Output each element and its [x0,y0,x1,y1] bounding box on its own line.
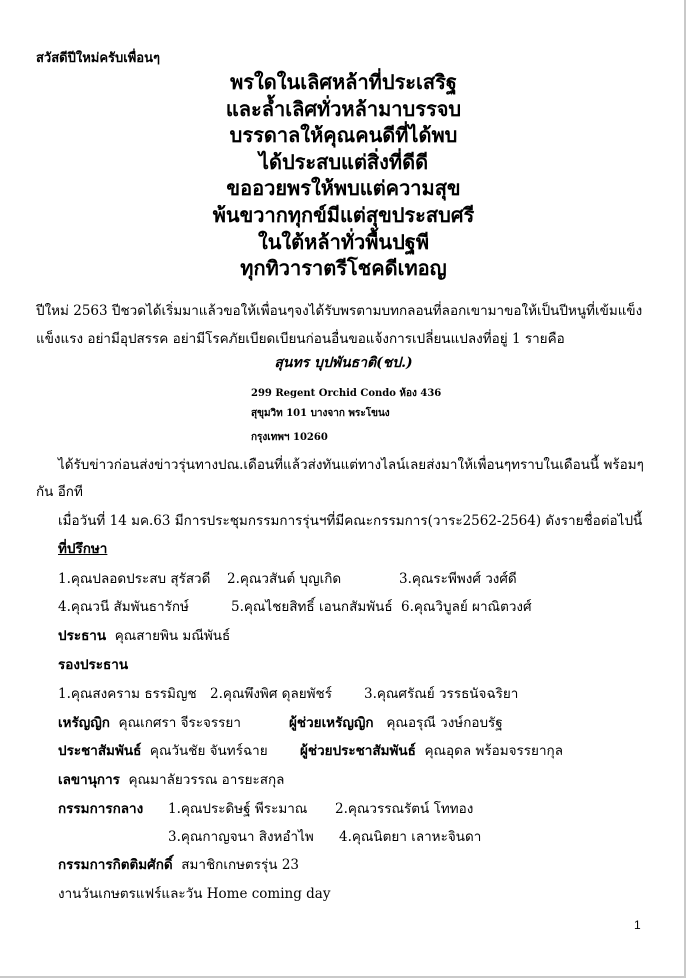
address-line-1: 299 Regent Orchid Condo ห้อง 436 [251,388,442,399]
pr-row [58,739,268,761]
meeting-paragraph: เมื่อวันที่ 14 มค.63 มีการประชุมกรรมการรุ่นฯที่มีคณะกรรมการ(วาระ2562-2564) ดังรายชื่อต่อไปนี้ [58,513,643,529]
vice-member: 2.คุณพึงพิศ ดุลยพัชร์ [210,686,332,702]
advisor-member: 1.คุณปลอดประสบ สุรัสวดี [58,571,211,587]
assistant-treasurer-row [289,711,503,733]
secretary-row [58,768,284,790]
greeting: สวัสดีปีใหม่ครับเพื่อนๆ [36,51,160,66]
footer-line: งานวันเกษตรแฟร์และวัน Home coming day [58,886,331,902]
pr-label: ประชาสัมพันธ์ [58,743,142,759]
central-member: 1.คุณประดิษฐ์ พีระมาณ [168,801,308,817]
honorary-row [58,853,299,875]
poem-line: พ้นขวากทุกข์มีแต่สุขประสบศรี [212,202,475,227]
assistant-pr-row [300,739,563,761]
vice-member: 3.คุณศรัณย์ วรรธนัจฉริยา [364,686,519,702]
address-line-3: กรุงเทพฯ 10260 [251,432,328,443]
page-number: 1 [634,918,641,932]
advisor-member: 3.คุณระพีพงศ์ วงศ์ดี [399,571,517,587]
advisor-member: 4.คุณวนี สัมพันธารักษ์ [58,599,189,615]
poem-line: บรรดาลให้คุณคนดีที่ได้พบ [229,123,458,148]
news-paragraph: ได้รับข่าวก่อนส่งข่าวรุ่นทางปณ.เดือนที่แล้วส่งทันแต่ทางไลน์เลยส่งมาให้เพื่อนๆทราบในเดือนนี้ พร้อมๆกัน อีกที [36,457,644,500]
assistant-treasurer-name: คุณอรุณี วงษ์กอบรัฐ [386,715,503,731]
poem-line: ได้ประสบแต่สิ่งที่ดีดี [258,149,429,174]
honorary-name: สมาชิกเกษตรรุ่น 23 [181,857,300,873]
advisors-heading: ที่ปรึกษา [58,541,108,557]
treasurer-label: เหรัญญิก [58,715,110,731]
treasurer-row [58,711,241,733]
vice-member: 1.คุณสงคราม ธรรมิญช [58,686,197,702]
advisor-member: 2.คุณวสันต์ บุญเกิด [227,571,342,587]
vice-heading: รองประธาน [58,657,129,673]
central-member: 2.คุณวรรณรัตน์ โททอง [335,801,474,817]
poem-line: ในใต้หล้าทั่วพื้นปฐพี [257,229,430,254]
secretary-name: คุณมาลัยวรรณ อารยะสกุล [128,772,285,788]
poem-line: ขออวยพรให้พบแต่ความสุข [226,176,461,201]
poem-line: และล้ำเลิศทั่วหล้ามาบรรจบ [225,96,462,121]
president-row [58,624,230,646]
poem-line: ทุกทิวาราตรีโชคดีเทอญ [240,256,447,281]
assistant-pr-label: ผู้ช่วยประชาสัมพันธ์ [300,743,416,759]
president-name: คุณสายพิน มณีพันธ์ [114,628,231,644]
advisor-member: 6.คุณวิบูลย์ ผาณิตวงศ์ [401,599,532,615]
president-label: ประธาน [58,628,107,644]
central-member: 4.คุณนิตยา เลาหะจินดา [339,829,482,845]
poem-line: พรใดในเลิศหล้าที่ประเสริฐ [230,70,457,94]
advisor-member: 5.คุณไชยสิทธิ์ เอนกสัมพันธ์ [231,599,393,615]
poem [0,69,687,282]
address-name: สุนทร บุปพันธาติ(ชป.) [274,355,413,371]
secretary-label: เลขานุการ [58,772,120,788]
assistant-pr-name: คุณอุดล พร้อมจรรยากุล [424,743,563,759]
honorary-label: กรรมการกิตติมศักดิ์ [58,857,173,873]
central-member: 3.คุณกาญจนา สิงหอำไพ [168,829,314,845]
central-label: กรรมการกลาง [58,801,144,817]
address-line-2: สุขุมวิท 101 บางจาก พระโขนง [251,408,390,419]
assistant-treasurer-label: ผู้ช่วยเหรัญญิก [289,715,374,731]
intro-paragraph: ปีใหม่ 2563 ปีชวดได้เริ่มมาแล้วขอให้เพื่อนๆจงได้รับพรตามบทกลอนที่ลอกเขามาขอให้เป็นปีหนูที่เข้มแข็ง แข็งแรง อย่ามีอุปสรรค อย่ามีโรคภัยเบียดเบียนก่อนอื่นขอแจ้งการเปลี่ยนแปลงที่อยู่ 1 รายคือ [36,303,643,347]
pr-name: คุณวันชัย จันทร์ฉาย [149,743,268,759]
treasurer-name: คุณเกศรา จีระจรรยา [118,715,241,731]
